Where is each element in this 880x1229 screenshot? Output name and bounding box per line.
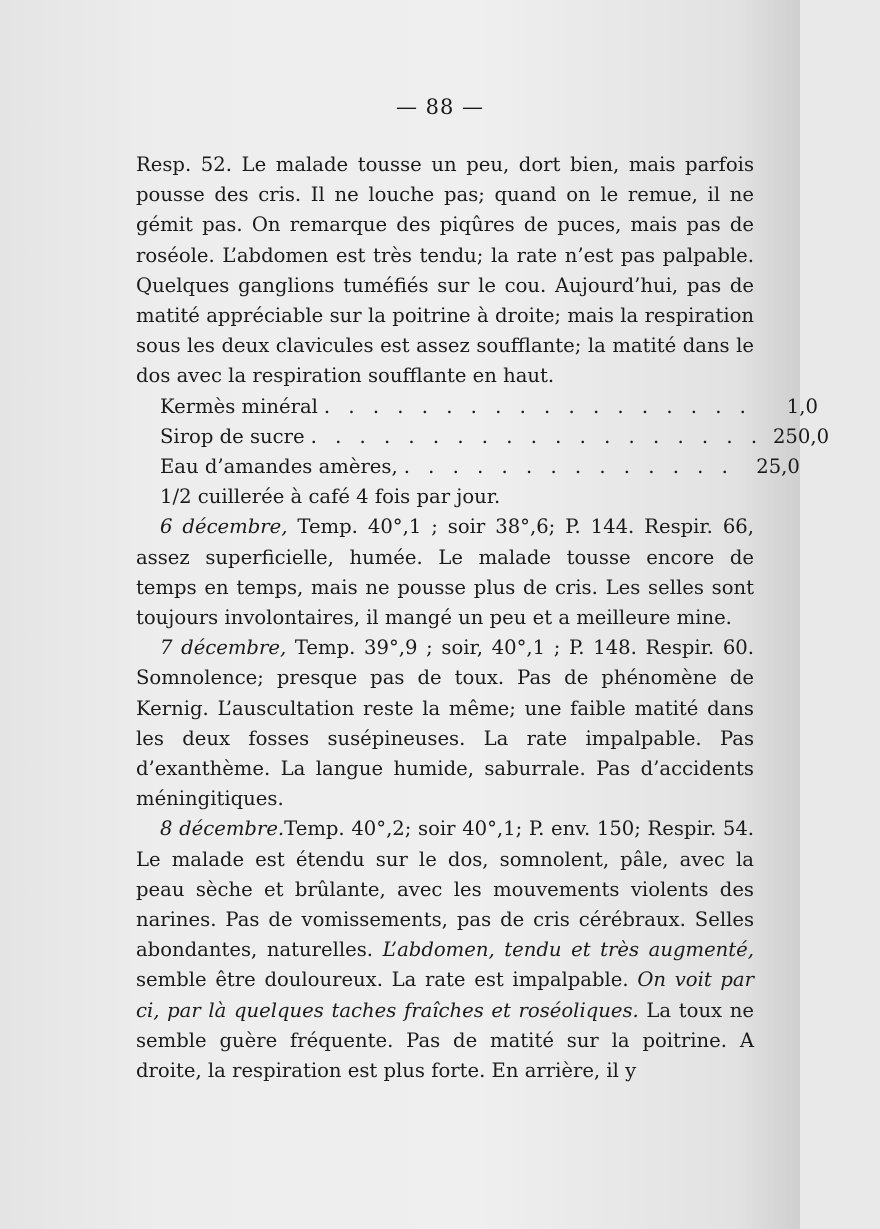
entry-date: 6 décembre, [160,515,288,539]
prescription-line-sirop [136,422,830,452]
prescription-qty: 250,0 [772,424,830,448]
prescription-dots: . . . . . . . . . . . . . . . . . . . [310,424,764,448]
entry-6-decembre [136,512,754,633]
prescription-name: Kermès minéral [160,394,318,418]
paragraph-opening: Resp. 52. Le malade tousse un peu, dort bien, mais parfois pousse des cris. Il ne louche pas; quand on le remue, il ne gémit pas. On remarque des piqûres de puces, mais pas de roséole. L’abdomen est très tendu; la rate n’est pas palpable. Quelques ganglions tuméfiés sur le cou. Aujourd’hui, pas de matité appréciable sur la poitrine à droite; mais la respiration sous les deux clavicules est assez soufflante; la matité dans le dos avec la respiration soufflante en haut. [136,153,754,388]
prescription-dots: . . . . . . . . . . . . . . [403,455,734,478]
prescription-dots: . . . . . . . . . . . . . . . . . . [323,394,752,418]
entry-text: semble être douloureux. La rate est impalpable. [136,968,638,992]
entry-italic-text: On voit par ci, par là quelques taches fraîches et roséoliques. [136,968,754,1022]
entry-text: La toux ne semble guère fréquente. Pas de matité sur la poitrine. A droite, la respiration est plus forte. En arrière, il y [136,998,754,1083]
entry-text: Temp. 40°,2; soir 40°,1; P. env. 150; Respir. 54. Le malade est étendu sur le dos, somnolent, pâle, avec la peau sèche et brûlante, avec les mouvements violents des narines. Pas de vomissements, pas de cris cérébraux. Selles abondantes, naturelles. [136,817,755,962]
entry-8-decembre [136,814,754,1086]
entry-text: Temp. 40°,1 ; soir 38°,6; P. 144. Respir. 66, assez superficielle, humée. Le malade tousse encore de temps en temps, mais ne pousse plus de cris. Les selles sont toujours involontaires, il mangé un peu et a meilleure mine. [136,515,754,629]
prescription-line-eau [136,452,800,482]
entry-text: Temp. 39°,9 ; soir, 40°,1 ; P. 148. Respir. 60. Somnolence; presque pas de toux. Pas de phénomène de Kernig. L’auscultation reste la même; une faible matité dans les deux fosses susépineuses. La rate impalpable. Pas d’exanthème. La langue humide, saburrale. Pas d’accidents méningitiques. [136,636,754,811]
prescription-name: Eau d’amandes amères, [160,455,398,478]
page-body [136,150,830,1086]
page-number: — 88 — [395,95,485,119]
prescription-line-kermes [136,392,818,422]
entry-7-decembre [136,633,754,814]
entry-date: 8 décembre. [160,817,285,841]
prescription-qty: 25,0 [756,455,800,478]
entry-date: 7 décembre, [160,636,287,660]
prescription-dose: 1/2 cuillerée à café 4 fois par jour. [160,485,501,509]
prescription-qty: 1,0 [786,394,818,418]
entry-italic-text: L’abdomen, tendu et très augmenté, [382,938,754,962]
prescription-name: Sirop de sucre [160,424,305,448]
